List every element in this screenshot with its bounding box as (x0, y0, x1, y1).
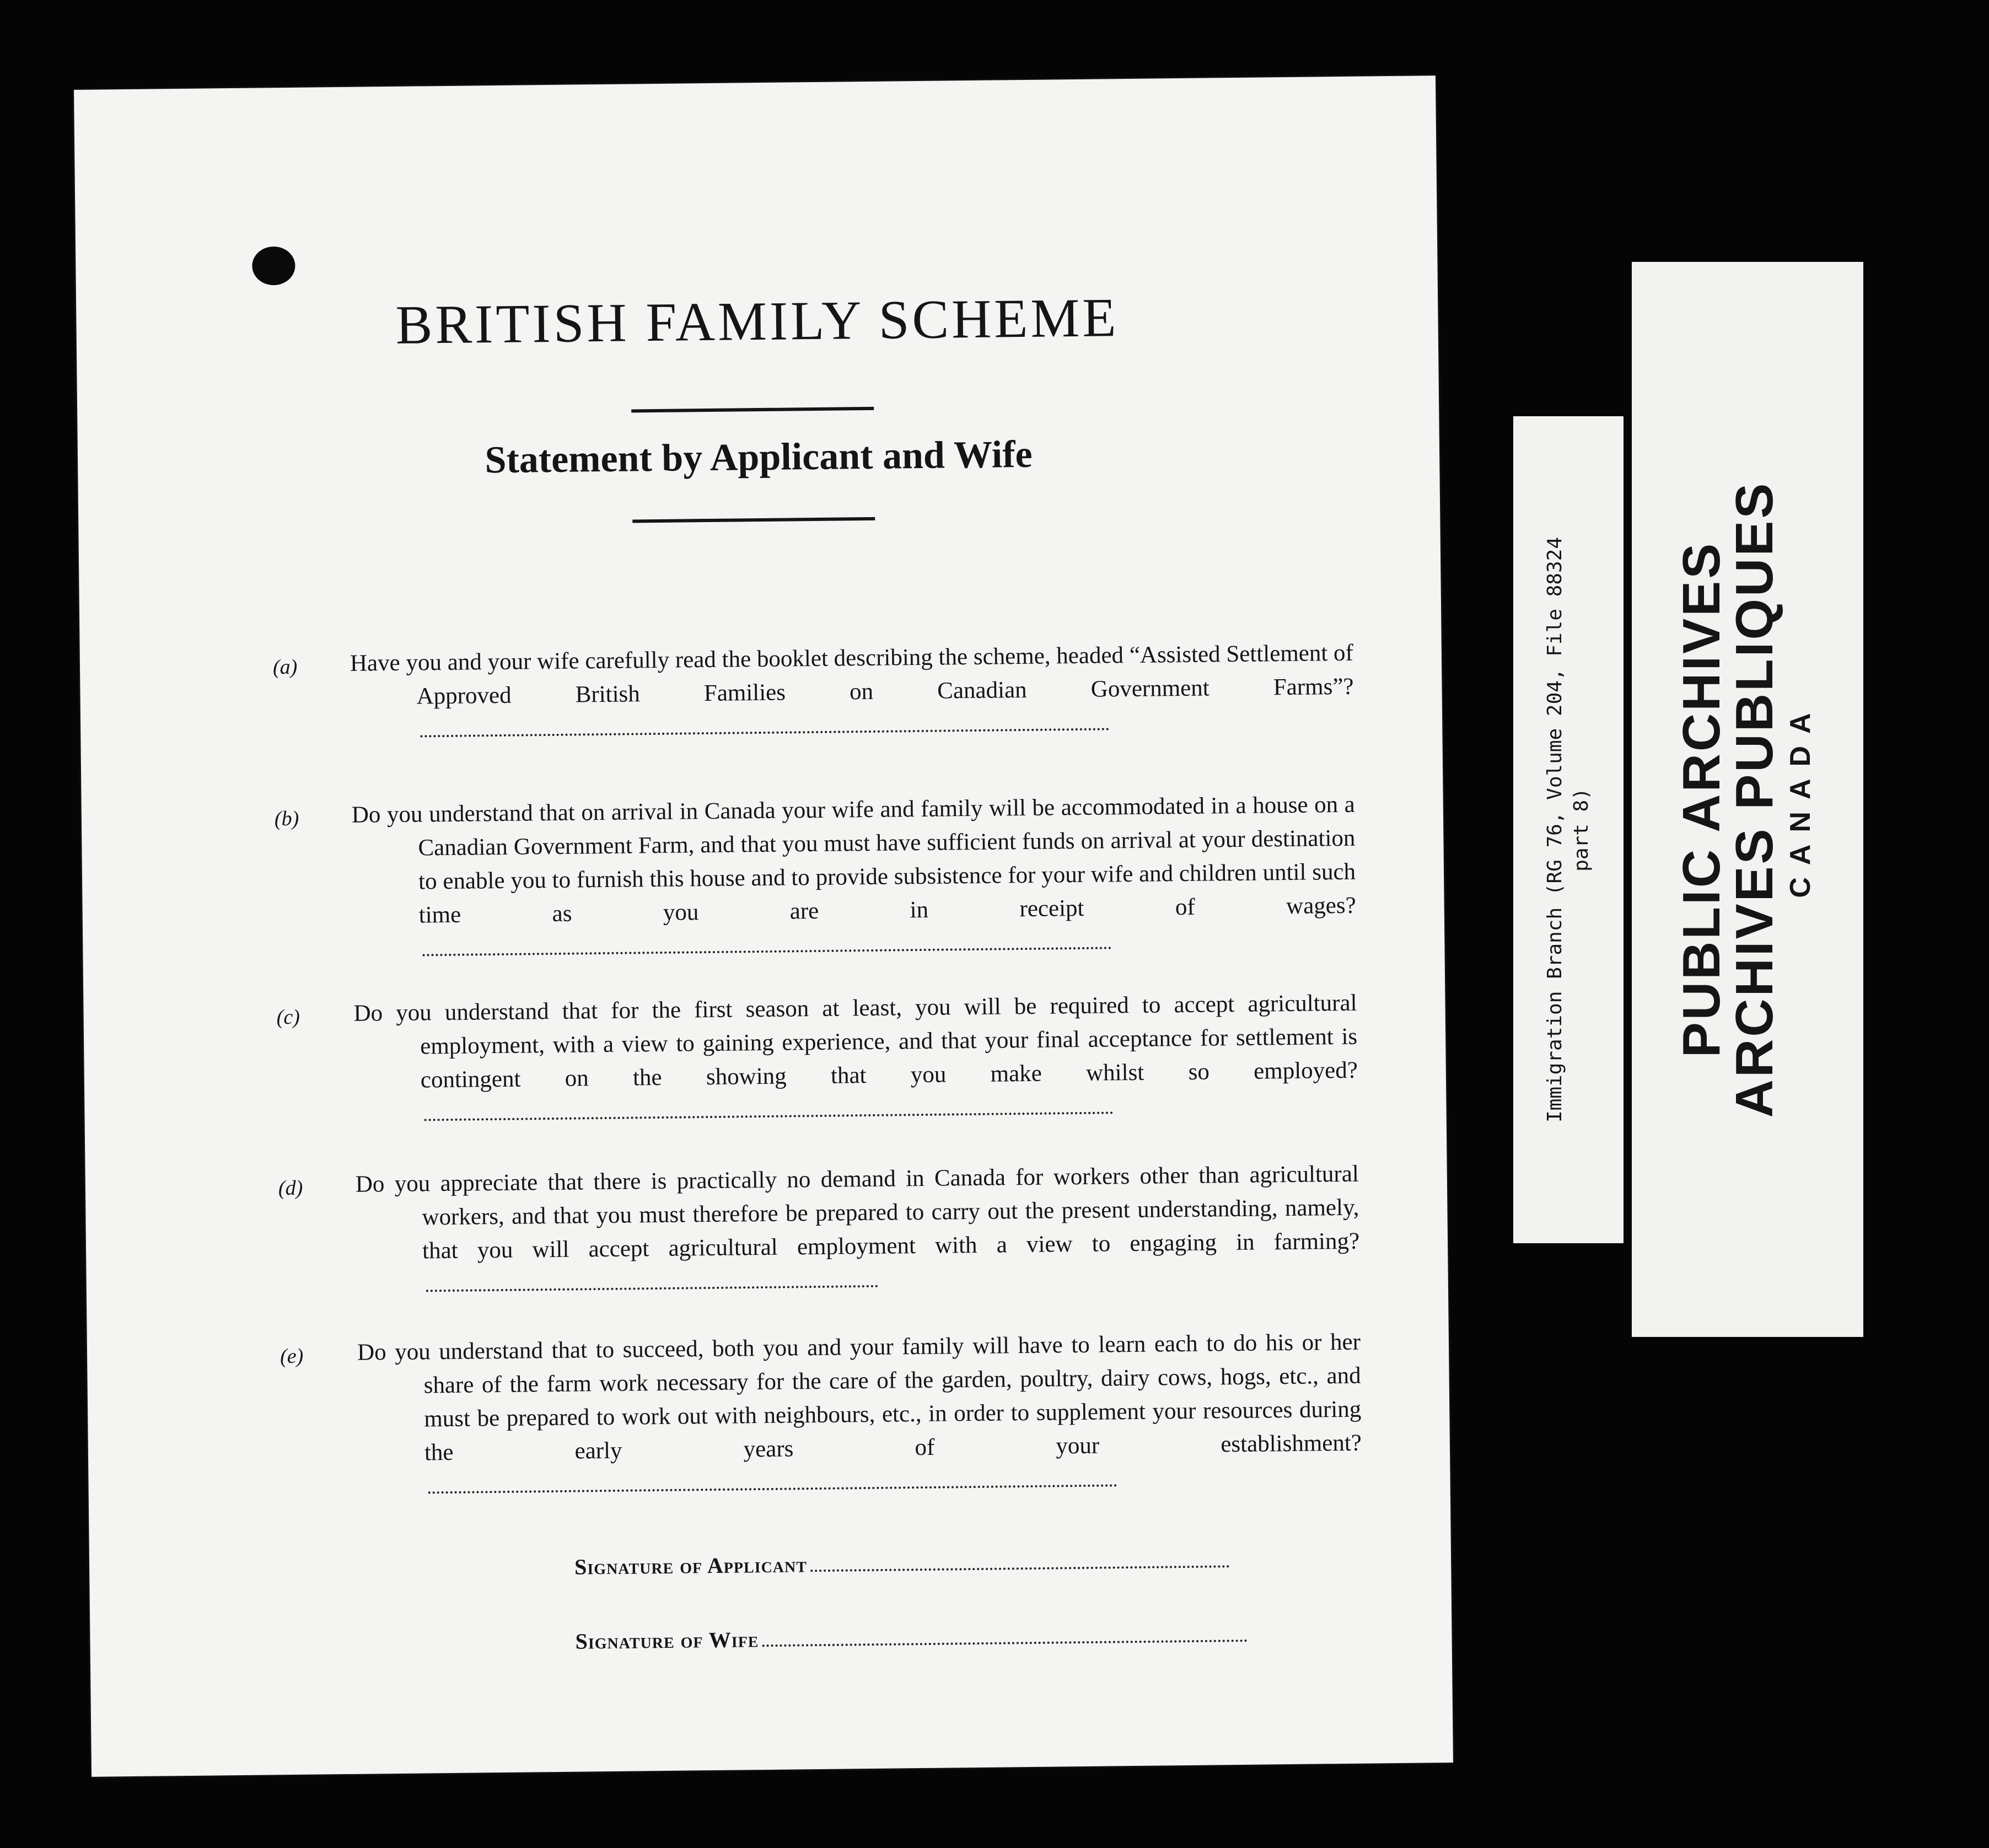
question-b (275, 788, 1357, 968)
question-a (273, 636, 1354, 749)
answer-line[interactable] (422, 946, 1111, 956)
signature-wife-line[interactable] (762, 1640, 1248, 1647)
question-text: Do you appreciate that there is practically no demand in Canada for workers other than agricultural workers, and that you must therefore be prepared to carry out the present understanding, namely, that you will accept agricultural employment with a view to engaging in farming? (355, 1161, 1360, 1264)
question-letter: (e) (279, 1344, 304, 1368)
stamp-line-archives-publiques: ARCHIVES PUBLIQUES (1725, 481, 1784, 1118)
signature-applicant (574, 1547, 1229, 1580)
archives-stamp (1632, 262, 1863, 1337)
archive-reference-line-2: part 8) (1570, 788, 1593, 872)
stamp-line-public-archives: PUBLIC ARCHIVES (1672, 541, 1731, 1058)
question-e (280, 1325, 1362, 1505)
document-page (74, 76, 1453, 1777)
signature-applicant-line[interactable] (810, 1565, 1229, 1572)
archive-reference-line-1: Immigration Branch (RG 76, Volume 204, File 88324 (1544, 536, 1566, 1123)
question-text: Have you and your wife carefully read the booklet describing the scheme, headed “Assisted Settlement of Approved British Families on Canadian Government Farms”? (350, 640, 1354, 710)
question-text: Do you understand that for the first season at least, you will be required to accept agricultural employment, with a view to gaining experience, and that your final acceptance for settlement is contingent on the showing that you make whilst so employed? (353, 990, 1358, 1093)
question-letter: (c) (276, 1005, 300, 1029)
answer-line[interactable] (426, 1285, 878, 1292)
punch-hole (252, 246, 295, 286)
subtitle-rule (632, 517, 875, 523)
archive-reference-strip (1513, 416, 1624, 1243)
document-subtitle: Statement by Applicant and Wife (485, 433, 1033, 482)
title-rule (631, 407, 874, 413)
question-text: Do you understand that to succeed, both you and your family will have to learn each to do his or her share of the farm work necessary for the care of the garden, poultry, dairy cows, hogs, etc., and must be prepared to work out with neighbours, etc., in order to supplement your resources during the early years of your establishment? (357, 1329, 1362, 1466)
question-letter: (b) (274, 807, 299, 831)
question-text: Do you understand that on arrival in Canada your wife and family will be accommodated in a house on a Canadian Government Farm, and that you must have sufficient funds on arrival at your destination to enable you to furnish this house and to provide subsistence for your wife and children until such time as you are in receipt of wages? (351, 791, 1356, 928)
document-title: BRITISH FAMILY SCHEME (395, 287, 1119, 356)
signature-applicant-label: Signature of Applicant (574, 1552, 808, 1580)
answer-line[interactable] (424, 1111, 1114, 1121)
archives-stamp-text (1672, 481, 1820, 1118)
signature-wife-label: Signature of Wife (575, 1627, 759, 1654)
answer-line[interactable] (420, 727, 1109, 737)
answer-line[interactable] (428, 1484, 1117, 1494)
question-d (278, 1157, 1360, 1303)
signature-wife (575, 1621, 1247, 1654)
stamp-line-canada: CANADA (1784, 701, 1816, 898)
question-letter: (d) (278, 1176, 303, 1200)
archive-reference-text (1542, 537, 1595, 1122)
question-c (276, 986, 1358, 1132)
question-letter: (a) (272, 655, 298, 679)
